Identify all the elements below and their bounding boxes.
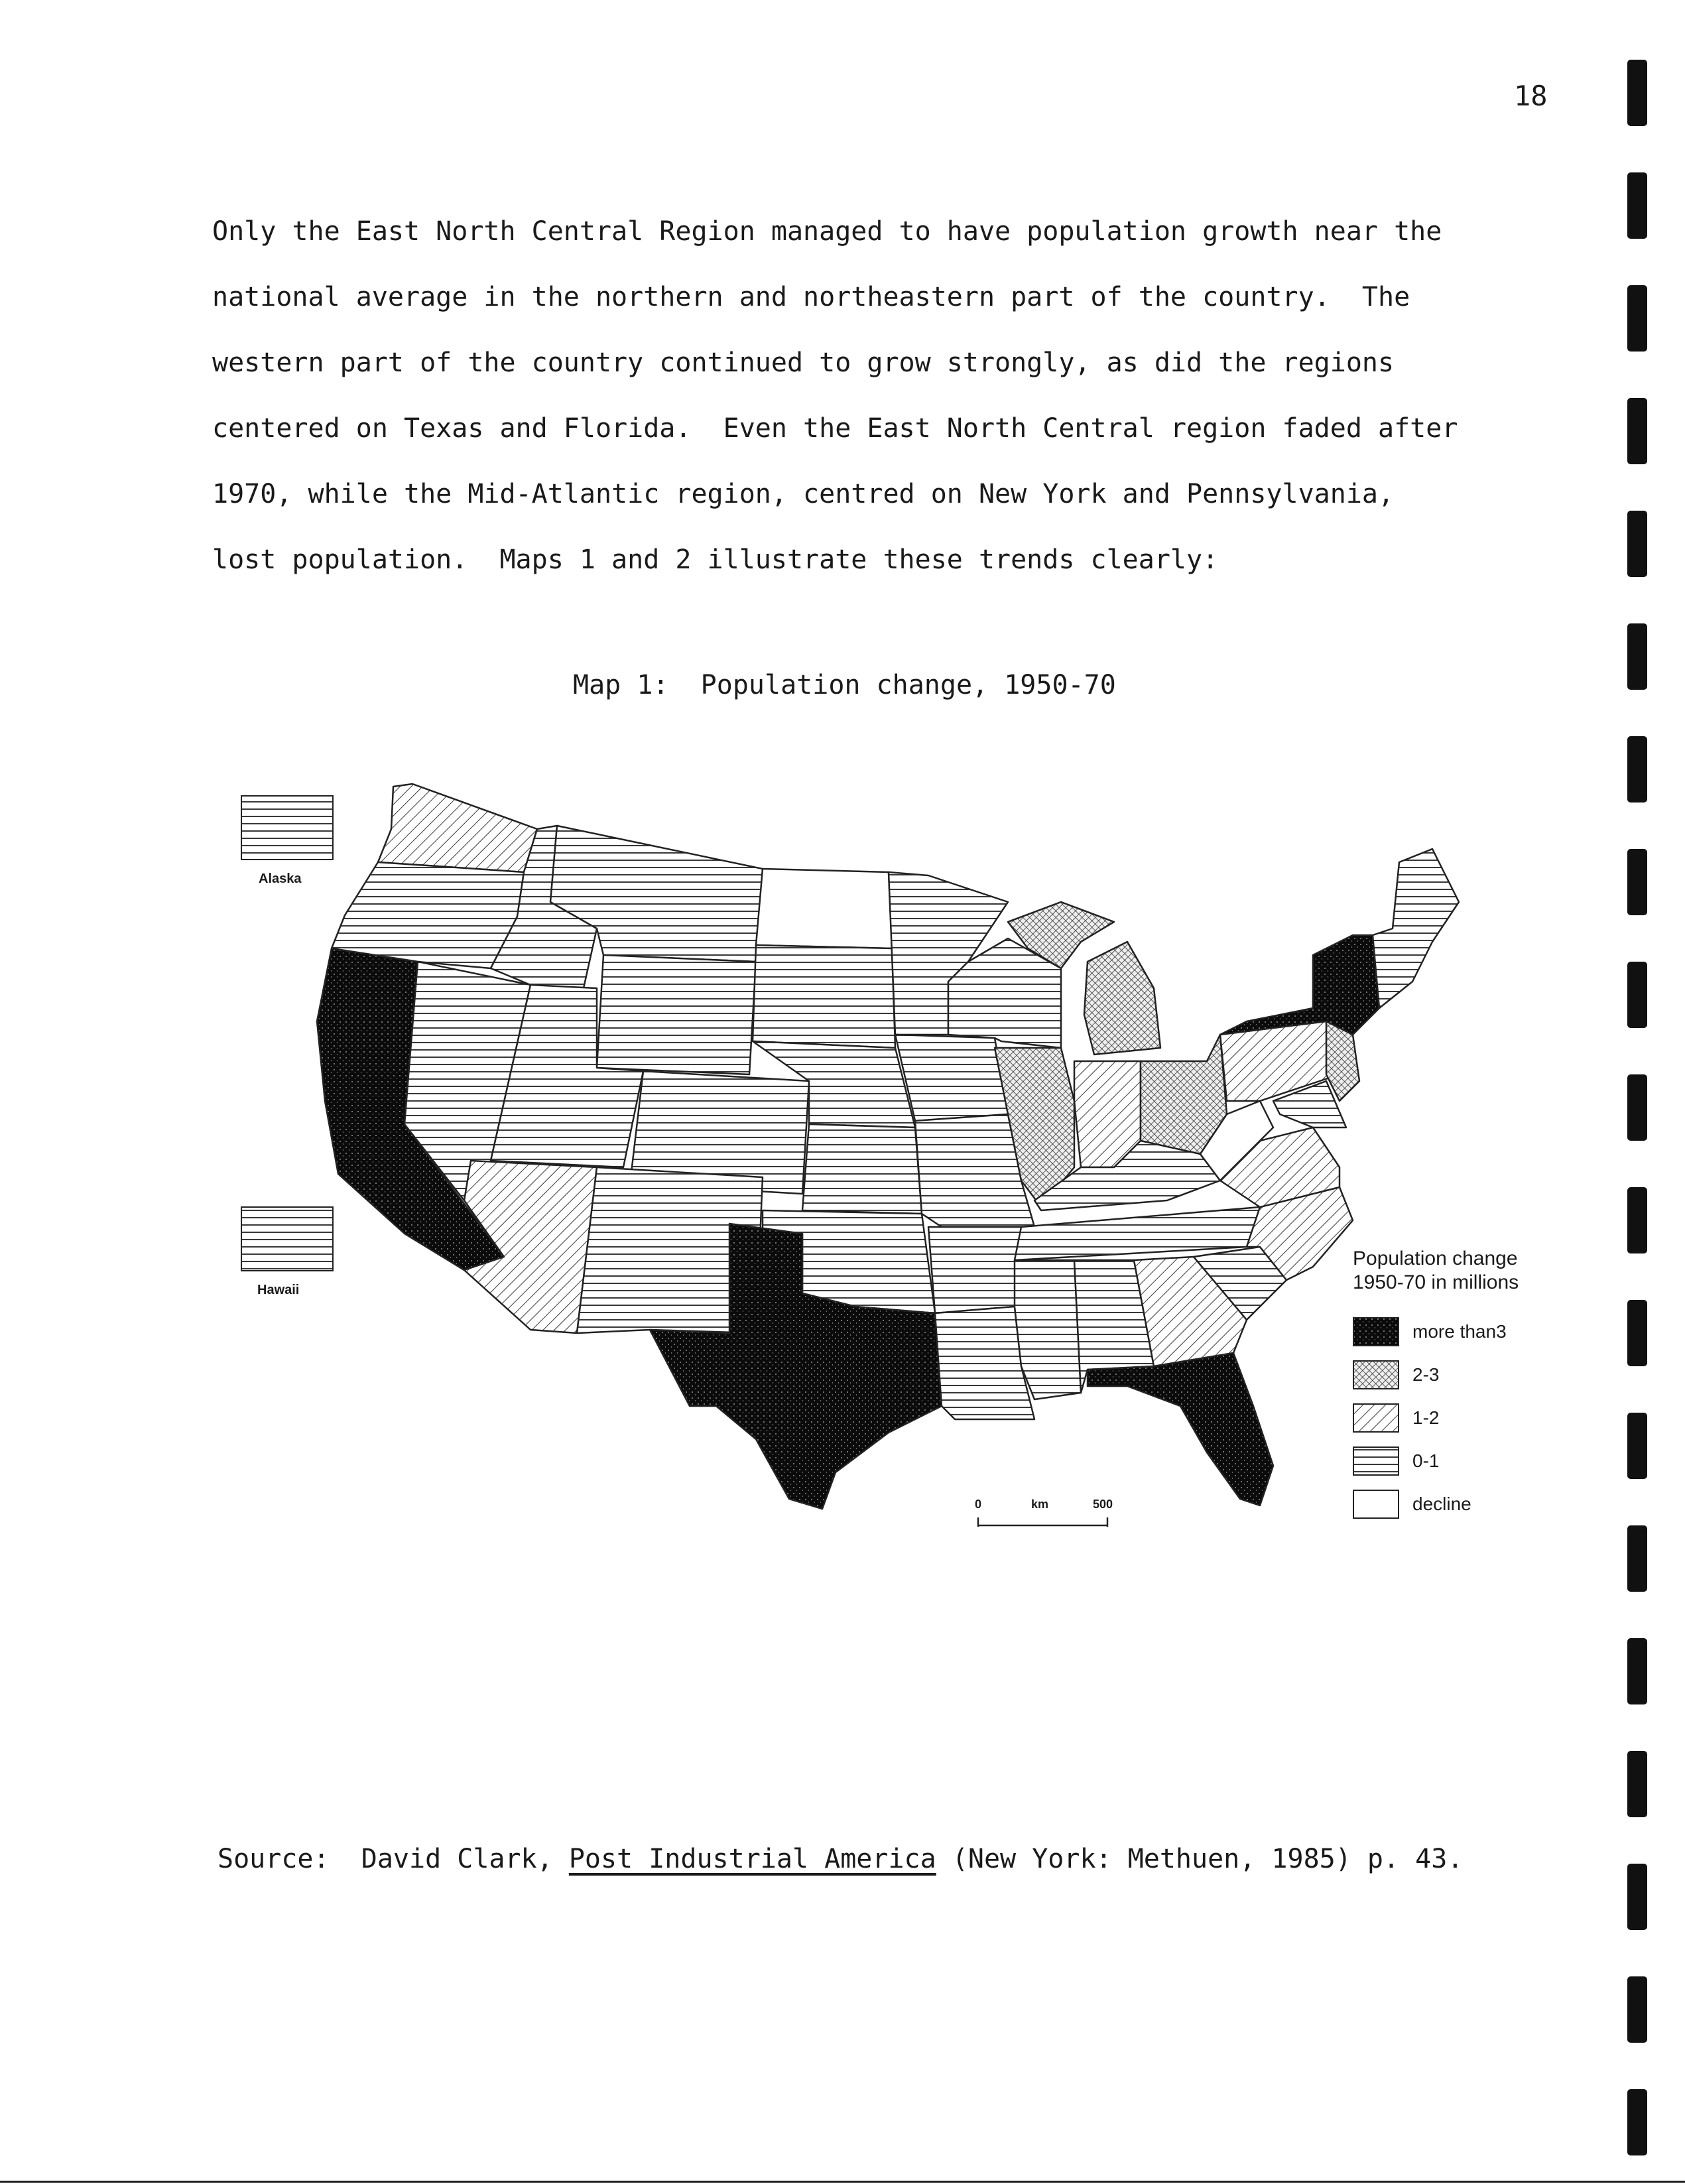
- state-washington: [378, 784, 537, 872]
- binder-hole: [1627, 2089, 1647, 2155]
- hawaii-inset-box: [241, 1207, 333, 1271]
- legend-label: 0-1: [1412, 1450, 1440, 1471]
- legend-title: [1353, 1247, 1538, 1295]
- body-line: centered on Texas and Florida. Even the East North Central region faded after: [212, 413, 1458, 444]
- alaska-inset-box: [241, 796, 333, 860]
- binder-hole: [1627, 1300, 1647, 1366]
- legend-label: 2-3: [1412, 1364, 1440, 1385]
- legend-label: decline: [1412, 1494, 1471, 1514]
- legend-item: [1353, 1490, 1538, 1523]
- binder-hole: [1627, 1751, 1647, 1817]
- legend-swatch-crosshatch: [1353, 1360, 1399, 1389]
- source-citation: [218, 1844, 1463, 1874]
- binder-hole: [1627, 1525, 1647, 1592]
- alaska-label: Alaska: [259, 871, 302, 886]
- binder-hole: [1627, 736, 1647, 803]
- scale-bar: [978, 1517, 1107, 1527]
- binder-hole: [1627, 1187, 1647, 1253]
- map-drawing: [225, 769, 1538, 1565]
- map-title: Map 1: Population change, 1950-70: [573, 670, 1116, 700]
- body-line: 1970, while the Mid-Atlantic region, centred on New York and Pennsylvania,: [212, 479, 1395, 509]
- legend-swatch-blank: [1353, 1490, 1399, 1519]
- binder-holes: [1627, 0, 1654, 2184]
- binder-hole: [1627, 511, 1647, 577]
- binder-hole: [1627, 60, 1647, 126]
- state-arkansas: [928, 1227, 1021, 1313]
- binder-hole: [1627, 1864, 1647, 1930]
- body-line: Only the East North Central Region managed to have population growth near the: [212, 216, 1442, 247]
- state-wyoming: [597, 955, 756, 1074]
- state-south-dakota: [753, 945, 895, 1048]
- state-kansas: [802, 1124, 922, 1214]
- legend-swatch-diagonal: [1353, 1403, 1399, 1433]
- binder-hole: [1627, 1976, 1647, 2043]
- binder-hole: [1627, 1638, 1647, 1704]
- scale-end: 500: [1093, 1498, 1113, 1511]
- legend-item: [1353, 1360, 1538, 1393]
- body-paragraph: [212, 199, 1525, 593]
- state-north-dakota: [756, 869, 892, 948]
- state-florida: [1088, 1353, 1273, 1506]
- legend-label: more than3: [1412, 1321, 1507, 1342]
- legend-title-line: Population change: [1353, 1248, 1518, 1269]
- legend-swatch-horizontal: [1353, 1446, 1399, 1476]
- binder-hole: [1627, 849, 1647, 915]
- binder-hole: [1627, 962, 1647, 1028]
- legend-swatch-dots: [1353, 1317, 1399, 1346]
- map-legend: [1353, 1247, 1538, 1514]
- source-book-title: Post Industrial America: [568, 1844, 936, 1874]
- legend-label: 1-2: [1412, 1407, 1440, 1428]
- body-line: national average in the northern and northeastern part of the country. The: [212, 282, 1410, 312]
- binder-hole: [1627, 1413, 1647, 1479]
- hawaii-label: Hawaii: [257, 1283, 300, 1297]
- page-bottom-edge: [0, 2181, 1685, 2183]
- page-number: 18: [1514, 80, 1548, 112]
- legend-item: [1353, 1317, 1538, 1350]
- state-michigan-lower: [1084, 942, 1160, 1055]
- scale-unit: km: [1031, 1498, 1049, 1511]
- source-prefix: Source: David Clark,: [218, 1844, 569, 1874]
- legend-item: [1353, 1403, 1538, 1437]
- body-line: western part of the country continued to grow strongly, as did the regions: [212, 348, 1395, 378]
- region-new-england: [1373, 849, 1459, 1008]
- binder-hole: [1627, 1074, 1647, 1141]
- body-line: lost population. Maps 1 and 2 illustrate these trends clearly:: [212, 545, 1219, 575]
- binder-hole: [1627, 398, 1647, 464]
- legend-item: [1353, 1446, 1538, 1480]
- state-iowa: [895, 1035, 1008, 1121]
- us-population-map: [225, 769, 1538, 1565]
- state-new-york: [1220, 935, 1379, 1035]
- binder-hole: [1627, 623, 1647, 690]
- binder-hole: [1627, 285, 1647, 352]
- binder-hole: [1627, 172, 1647, 239]
- legend-title-line: 1950-70 in millions: [1353, 1271, 1519, 1293]
- scale-start: 0: [975, 1498, 982, 1511]
- source-suffix: (New York: Methuen, 1985) p. 43.: [936, 1844, 1464, 1874]
